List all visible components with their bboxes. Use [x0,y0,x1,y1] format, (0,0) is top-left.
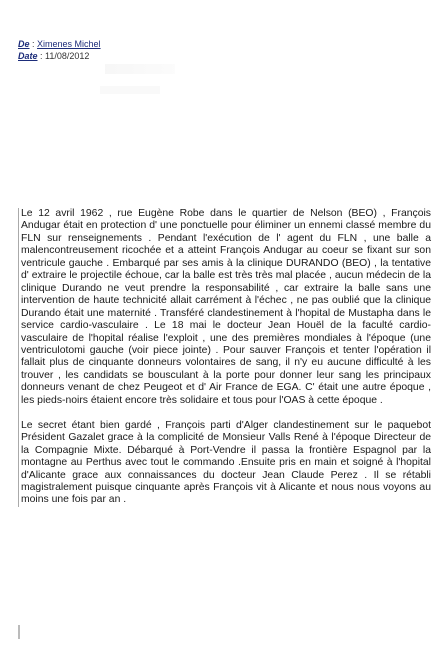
text-cursor-mark [18,625,20,639]
from-colon: : [29,39,38,49]
paragraph-gap [21,407,431,420]
paragraph-1: Le 12 avril 1962 , rue Eugène Robe dans le quartier de Nelson (BEO) , François Andugar était en protection d' une ponctuelle pour éliminer un ennemi classé membre du FLN sur renseignements . Pendant l'exécution de l' agent du FLN , une balle a malencontreusement ricochée et a atteint François Andugar au coeur se fixant sur son ventricule gauche . Embarqué par ses amis à la clinique DURANDO (BEO) , la tentative d' extraire le projectile échoue, car la balle est très très mal placée , aucun médecin de la clinique Durando ne veut prendre la responsabilité , car extraire la balle sans une intervention de haute technicité allait carrément à l'échec , ne pas oublié que la clinique Durando était une maternité . Transféré clandestinement à l'hopital de Mustapha dans le service cardio-vasculaire . Le 18 mai le docteur Jean Houël de la faculté cardio-vasculaire de l'hopital réalise l'exploit , une des premières mondiales à l'époque (une ventriculotomi gauche (voir piece jointe) . Pour sauver François et tenter l'opération il fallait plus de cinquante donneurs volontaires de sang, il n'y eu aucune difficulté à les trouver , les candidats se bousculant à la porte pour donner leur sang les principaux donneurs venant de chez Peugeot et d' Air France de EGA. C' était une autre époque , les pieds-noirs étaient encore très solidaire et tous pour l'OAS à cette époque . [21,208,431,406]
paragraph-2: Le secret étant bien gardé , François parti d'Alger clandestinement sur le paquebot Président Gazalet grace à la complicité de Monsieur Valls René à l'époque Directeur de la Compagnie Mixte. Débarqué à Port-Vendre il passa la frontière Espagnol par la montagne au Perthus avec tout le commando .Ensuite pris en main et soigné à l'hopital d'Alicante grace aux connaissances du docteur Jean Claude Perez . Il se rétabli magistralement puisque cinquante après François vit à Alicante et nous nous voyons au moins une fois par an . [21,419,431,506]
date-colon: : [37,51,46,61]
from-row [18,38,101,50]
date-value: 11/08/2012 [45,51,90,61]
date-label: Date [18,51,38,61]
faded-watermark-2 [100,86,160,94]
faded-watermark [105,64,175,74]
letter-body [18,208,431,507]
email-header [18,38,101,62]
from-label: De [18,39,30,49]
from-value[interactable]: Ximenes Michel [37,39,101,49]
date-row [18,50,101,62]
